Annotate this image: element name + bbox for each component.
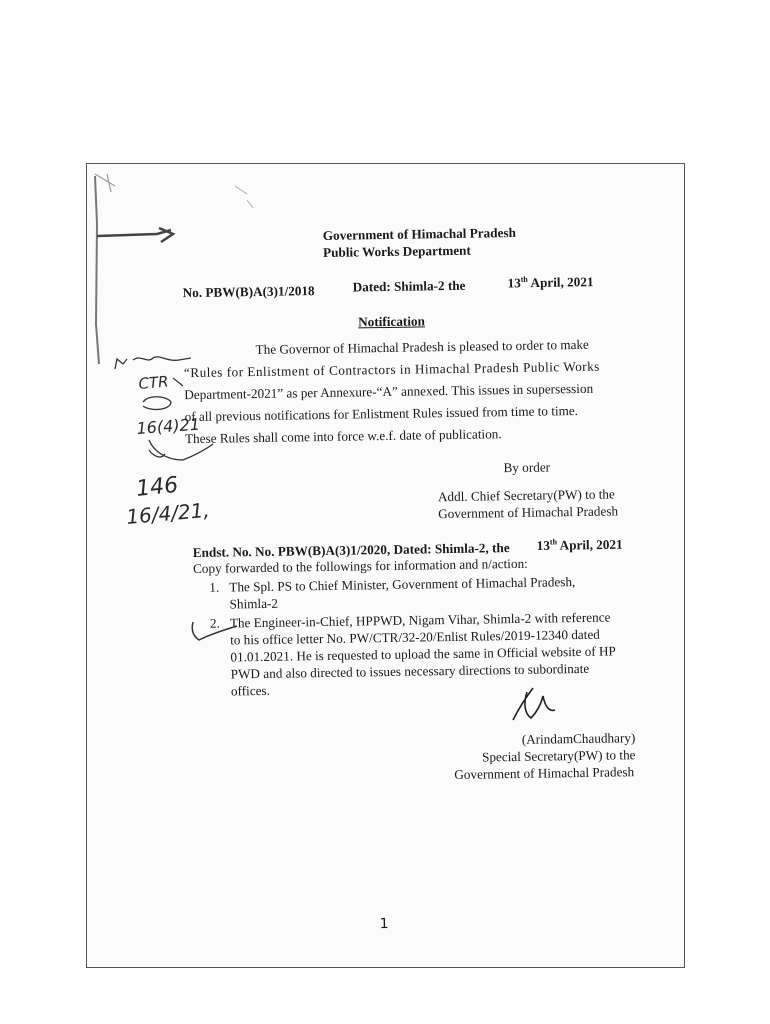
notification-line: Department-2021” as per Annexure-“A” annexed. This issues in supersession: [184, 380, 594, 403]
notification-line: These Rules shall come into force w.e.f. date of publication.: [184, 426, 502, 447]
header-department: Public Works Department: [322, 242, 471, 260]
signatory-government-2: Government of Himachal Pradesh: [454, 764, 635, 782]
reference-number: No. PBW(B)A(3)1/2018: [182, 283, 315, 301]
reference-date: 13th April, 2021: [507, 274, 594, 291]
item-line: PWD and also directed to issues necessary directions to subordinate: [230, 660, 590, 682]
by-order: By order: [503, 459, 551, 476]
endorsement-date: 13th April, 2021: [536, 536, 623, 554]
item-line: The Engineer-in-Chief, HPPWD, Nigam Vihar, Shimla-2 with reference: [229, 609, 611, 631]
item-line: Shimla-2: [229, 595, 279, 612]
item-line: 01.01.2021. He is requested to upload the same in Official website of HP: [230, 643, 616, 665]
item-number: 1.: [209, 579, 220, 595]
handwritten-date-1: 16(4)21: [135, 414, 201, 438]
scan-content: [86, 163, 685, 968]
item-line: offices.: [230, 682, 271, 699]
item-line: to his office letter No. PW/CTR/32-20/Enlist Rules/2019-12340 dated: [230, 626, 600, 648]
notification-line: “Rules for Enlistment of Contractors in Himachal Pradesh Public Works: [183, 358, 600, 381]
addl-chief-secretary: Addl. Chief Secretary(PW) to the: [437, 486, 615, 505]
special-secretary: Special Secretary(PW) to the: [481, 747, 636, 765]
handwritten-date-2: 16/4/21,: [125, 497, 211, 529]
reference-dated: Dated: Shimla-2 the: [352, 277, 466, 295]
item-line: The Spl. PS to Chief Minister, Government of Himachal Pradesh,: [229, 574, 576, 595]
signatory-name: (ArindamChaudhary): [521, 730, 636, 747]
notification-line: of all previous notifications for Enlistment Rules issued from time to time.: [184, 402, 579, 425]
page-number: 1: [379, 916, 389, 933]
handwritten-note-ctr: CTR: [137, 372, 170, 393]
scanned-page: [86, 163, 685, 968]
endorsement-number: Endst. No. No. PBW(B)A(3)1/2020, Dated: Shimla-2, the: [192, 540, 510, 561]
notification-line: The Governor of Himachal Pradesh is pleased to order to make: [255, 336, 589, 358]
item-number: 2.: [209, 615, 220, 631]
endorsement-intro: Copy forwarded to the followings for information and n/action:: [192, 555, 528, 577]
handwritten-number: 146: [135, 472, 180, 502]
signatory-government: Government of Himachal Pradesh: [438, 503, 619, 522]
header-government: Government of Himachal Pradesh: [322, 224, 516, 243]
notification-heading: Notification: [358, 313, 425, 330]
